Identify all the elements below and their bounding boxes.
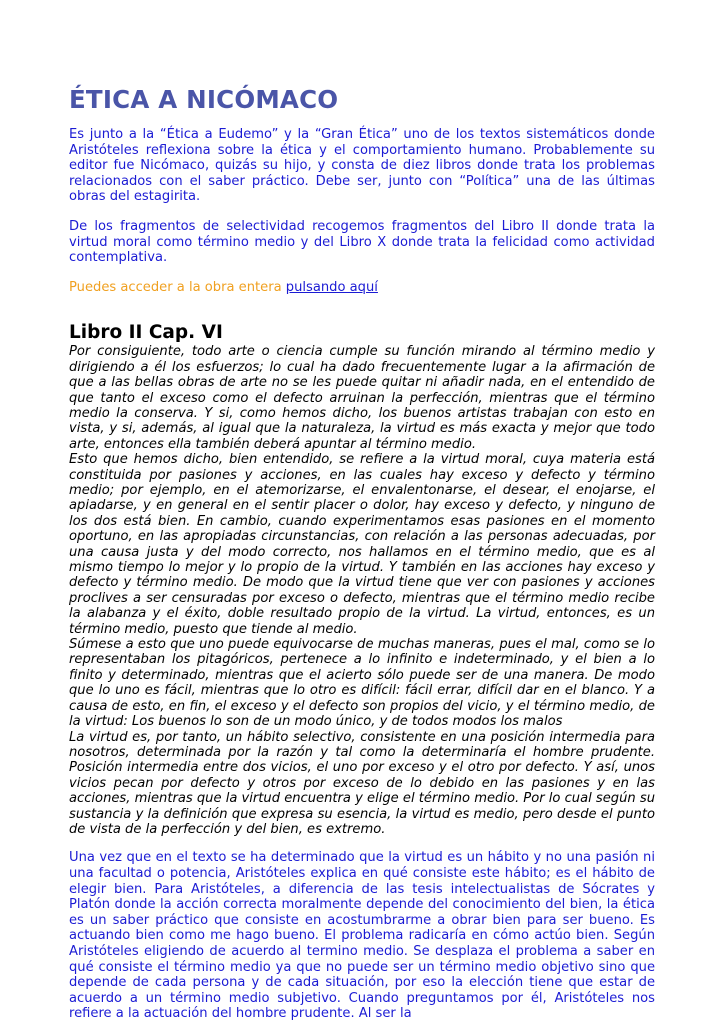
intro-paragraph-2: De los fragmentos de selectividad recogemos fragmentos del Libro II donde trata la virtud moral como término medio y del Libro X donde trata la felicidad como actividad contemplativa. [69, 218, 655, 266]
quote-paragraph-3: Súmese a esto que uno puede equivocarse de muchas maneras, pues el mal, como se lo representaban los pitagóricos, pertenece a lo infinito e indeterminado, y el bien a lo finito y determinado, mientras que el acierto sólo puede ser de una manera. De modo que lo uno es fácil, mientras que lo otro es difícil: fácil errar, difícil dar en el blanco. Y a causa de esto, en fin, el exceso y el defecto son propios del vicio, y el término medio, de la virtud: Los buenos lo son de un modo único, y de todos modos los malos [69, 637, 655, 730]
section-heading: Libro II Cap. VI [69, 322, 223, 344]
intro-paragraph-1: Es junto a la “Ética a Eudemo” y la “Gran Ética” uno de los textos sistemáticos donde Aristóteles reflexiona sobre la ética y el comportamiento humano. Probablemente su editor fue Nicómaco, quizás su hijo, y consta de diez libros donde trata los problemas relacionados con el saber práctico. Debe ser, junto con “Política” una de las últimas obras del estagirita. [69, 127, 655, 205]
document-body [69, 80, 655, 1022]
quote-paragraph-4: La virtud es, por tanto, un hábito selectivo, consistente en una posición intermedia para nosotros, determinada por la razón y tal como la determinaría el hombre prudente. Posición intermedia entre dos vicios, el uno por exceso y el otro por defecto. Y así, unos vicios pecan por defecto y otros por exceso de lo debido en las pasiones y en las acciones, mientras que la virtud encuentra y elige el término medio. Por lo cual según su sustancia y la definición que expresa su esencia, la virtud es medio, pero desde el punto de vista de la perfección y del bien, es extremo. [69, 729, 655, 837]
commentary-paragraph: Una vez que en el texto se ha determinado que la virtud es un hábito y no una pasión ni una facultad o potencia, Aristóteles explica en qué consiste este hábito; es el hábito de elegir bien. Para Aristóteles, a diferencia de las tesis intelectualistas de Sócrates y Platón donde la acción correcta moralmente depende del conocimiento del bien, la ética es un saber práctico que consiste en acostumbrarme a obrar bien para ser bueno. Es actuando bien como me hago bueno. El problema radicaría en cómo actúo bien. Según Aristóteles eligiendo de acuerdo al termino medio. Se desplaza el problema a saber en qué consiste el término medio ya que no puede ser un término medio objetivo sino que depende de cada persona y de cada situación, por eso la elección tiene que estar de acuerdo a un término medio subjetivo. Cuando preguntamos por él, Aristóteles nos refiere a la actuación del hombre prudente. Al ser la [69, 850, 655, 1022]
quote-paragraph-1: Por consiguiente, todo arte o ciencia cumple su función mirando al término medio y dirigiendo a él los esfuerzos; lo cual ha dado frecuentemente lugar a la afirmación de que a las bellas obras de arte no se les puede quitar ni añadir nada, en el entendido de que tanto el exceso como el defecto arruinan la perfección, mientras que el término medio la conserva. Y si, como hemos dicho, los buenos artistas trabajan con esto en vista, y si, además, al igual que la naturaleza, la virtud es más exacta y mejor que todo arte, entonces ella también deberá apuntar al término medio. [69, 344, 655, 452]
access-label: Puedes acceder a la obra entera [69, 279, 286, 295]
quote-paragraph-2: Esto que hemos dicho, bien entendido, se refiere a la virtud moral, cuya materia está constituida por pasiones y acciones, en las cuales hay exceso y defecto y término medio; por ejemplo, en el atemorizarse, el envalentonarse, el desear, el enojarse, el apiadarse, y en general en el sentir placer o dolor, hay exceso y defecto, y ninguno de los dos está bien. En cambio, cuando experimentamos esas pasiones en el momento oportuno, en las apropiadas circunstancias, con relación a las personas adecuadas, por una causa justa y del modo correcto, nos hallamos en el término medio, que es al mismo tiempo lo mejor y lo propio de la virtud. Y también en las acciones hay exceso y defecto y término medio. De modo que la virtud tiene que ver con pasiones y acciones proclives a ser censuradas por exceso o defecto, mientras que el término medio recibe la alabanza y el éxito, doble resultado propio de la virtud. La virtud, entonces, es un término medio, puesto que tiende al medio. [69, 452, 655, 637]
quoted-text [69, 344, 655, 837]
page-title: ÉTICA A NICÓMACO [69, 85, 339, 114]
work-link[interactable]: pulsando aquí [285, 279, 378, 295]
access-line [69, 280, 655, 296]
